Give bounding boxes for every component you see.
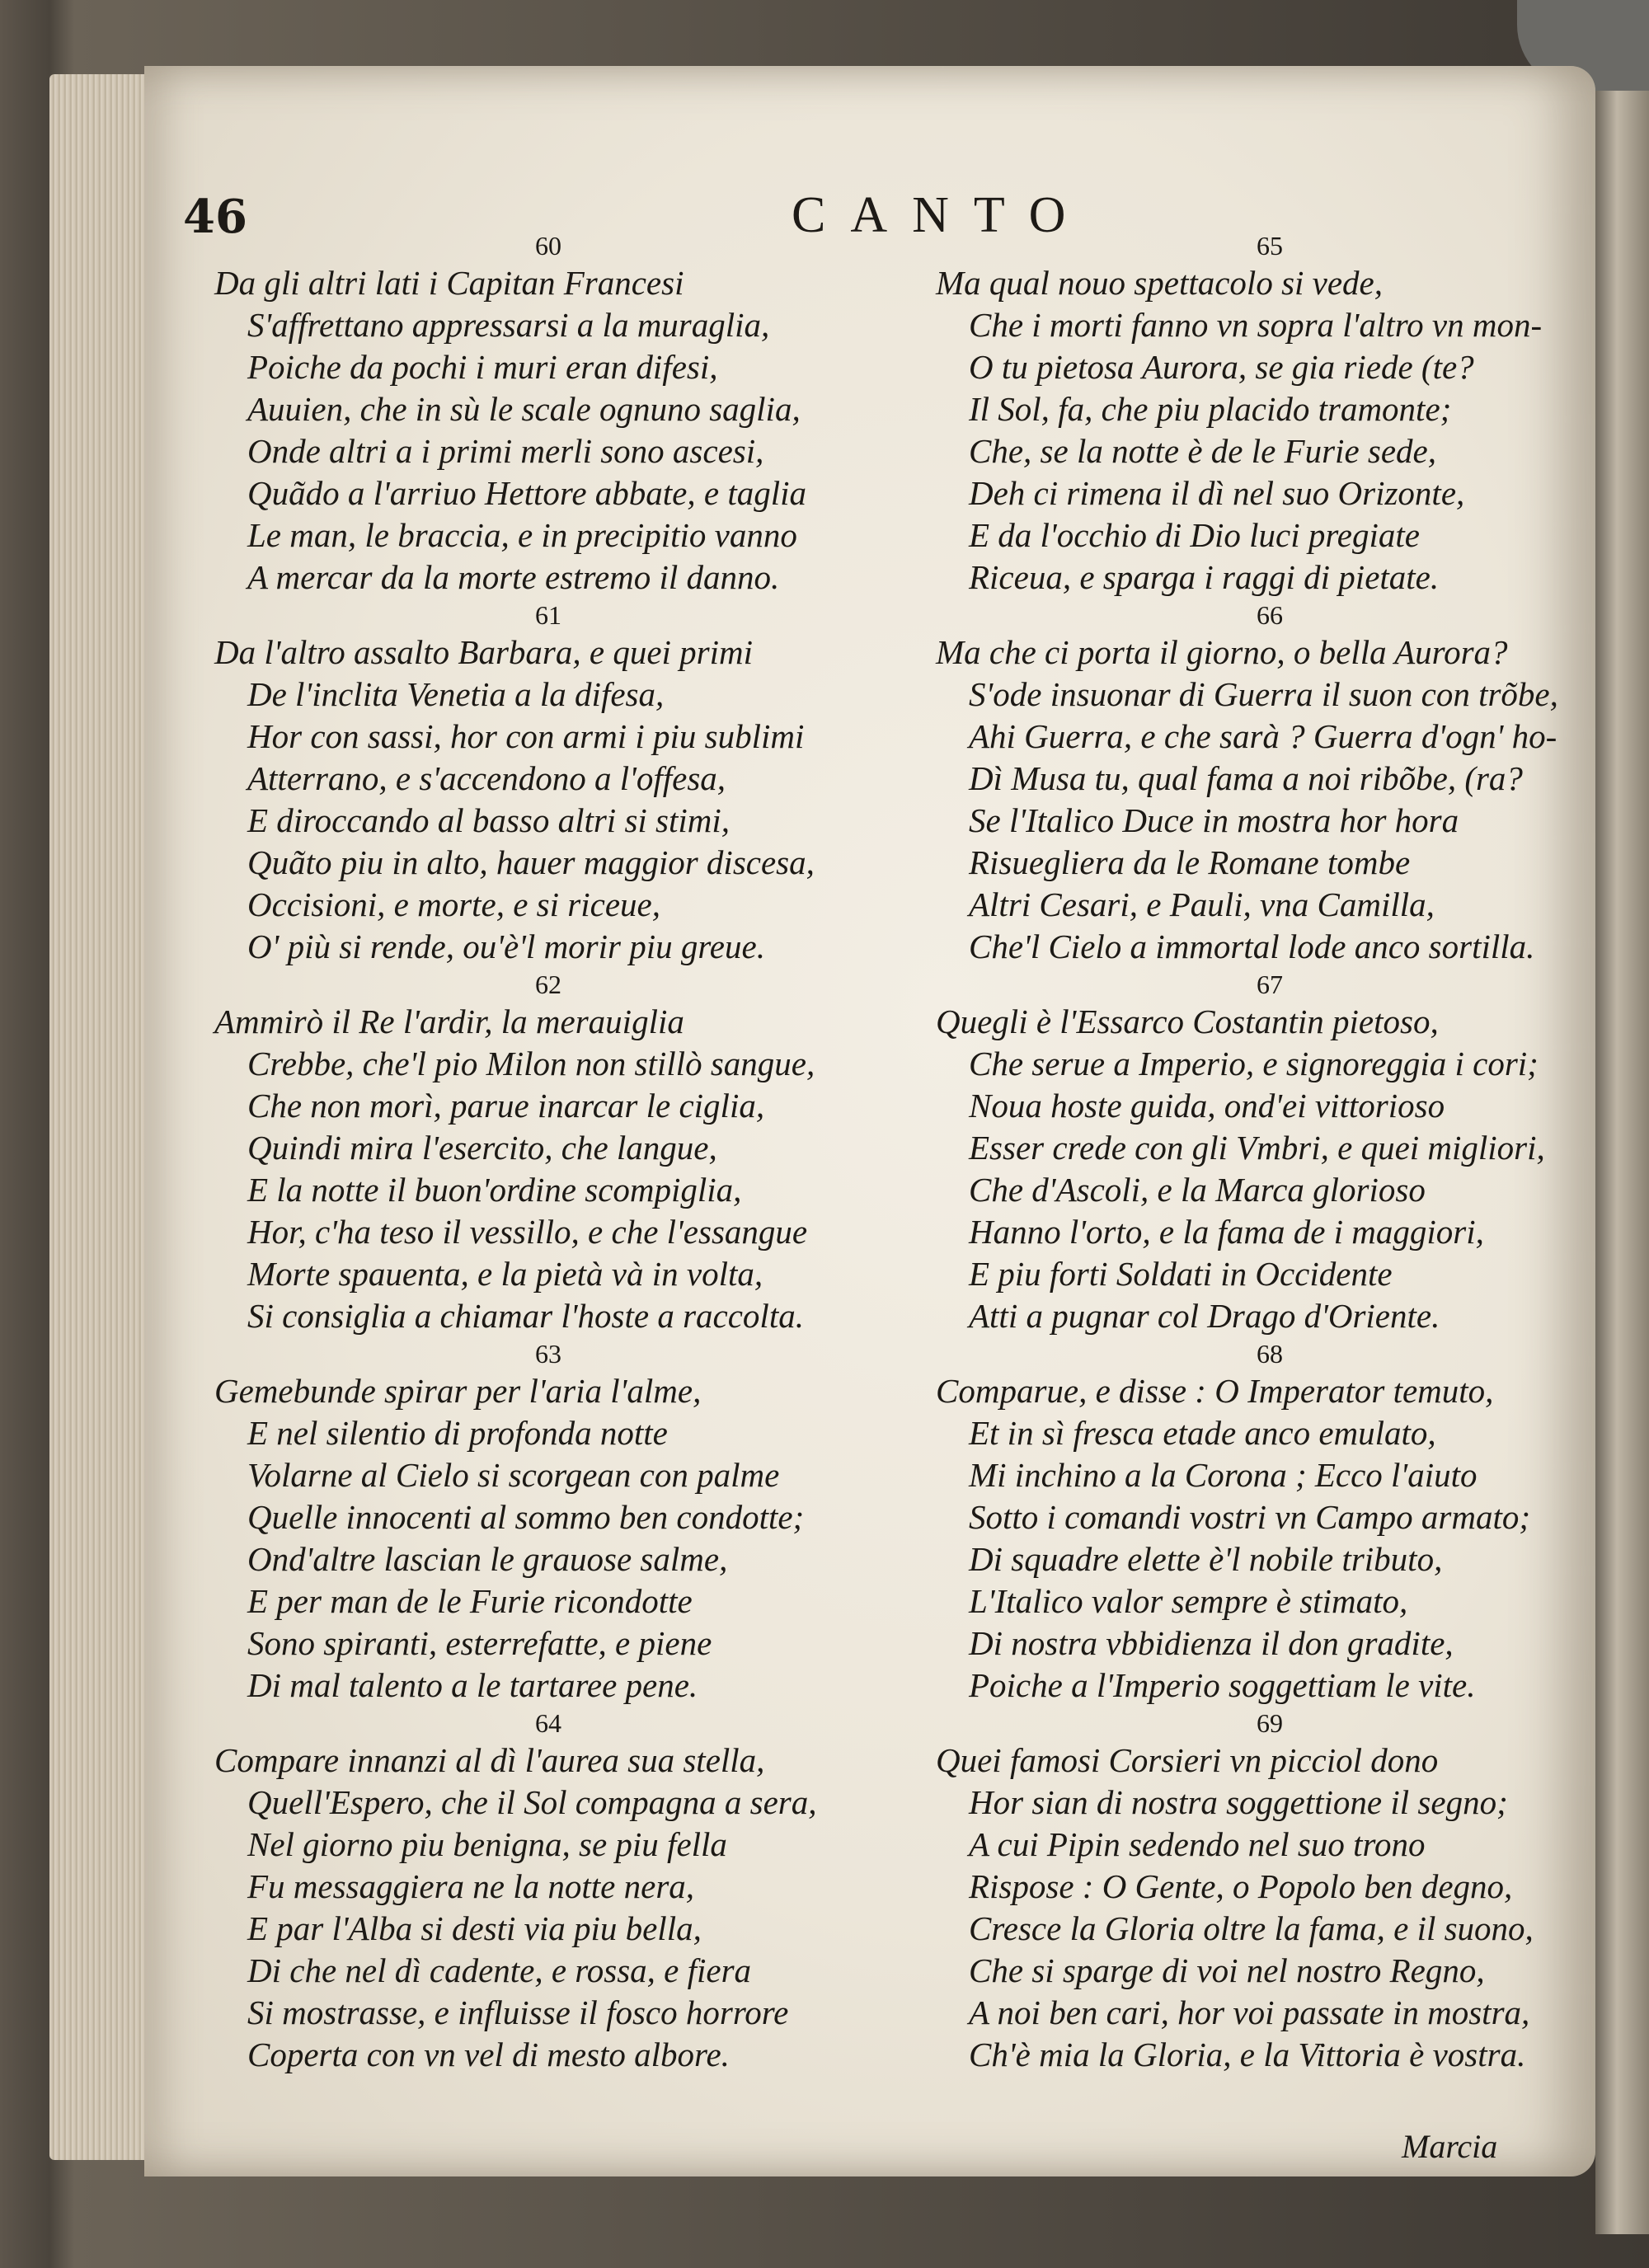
stanza-number: 68 — [1257, 1339, 1283, 1369]
verse-line: E par l'Alba si desti via piu bella, — [247, 1909, 702, 1947]
verse-line: O tu pietosa Aurora, se gia riede (te? — [969, 348, 1474, 386]
stanza — [936, 1707, 1637, 2076]
page-edges — [49, 74, 148, 2160]
right-column — [936, 229, 1637, 2076]
verse-line: Hor, c'ha teso il vessillo, e che l'essangue — [247, 1213, 808, 1251]
verse-line: Quindi mira l'esercito, che langue, — [247, 1129, 717, 1167]
verse-line: Altri Cesari, e Pauli, vna Camilla, — [969, 885, 1435, 923]
verse-line: E da l'occhio di Dio luci pregiate — [969, 516, 1420, 554]
verse-line: Sono spiranti, esterrefatte, e piene — [247, 1624, 712, 1662]
stanza-number: 69 — [1257, 1708, 1283, 1738]
stanza-number: 65 — [1257, 231, 1283, 261]
verse-line: Mi inchino a la Corona ; Ecco l'aiuto — [969, 1456, 1478, 1494]
verse-line: Coperta con vn vel di mesto albore. — [247, 2036, 730, 2073]
stanza — [214, 1337, 915, 1707]
verse-line: Di squadre elette è'l nobile tributo, — [969, 1540, 1443, 1578]
stanza — [936, 1337, 1637, 1707]
verse-line: Quei famosi Corsieri vn picciol dono — [936, 1741, 1439, 1779]
catchword: Marcia — [1402, 2128, 1498, 2165]
verse-line: Che d'Ascoli, e la Marca glorioso — [969, 1171, 1426, 1209]
verse-line: Riceua, e sparga i raggi di pietate. — [969, 558, 1440, 596]
verse-line: Quãto piu in alto, hauer maggior discesa, — [247, 843, 815, 881]
verse-line: A cui Pipin sedendo nel suo trono — [969, 1825, 1426, 1863]
verse-line: Rispose : O Gente, o Popolo ben degno, — [969, 1867, 1513, 1905]
stanza — [214, 229, 915, 599]
verse-line: Ond'altre lascian le grauose salme, — [247, 1540, 728, 1578]
verse-line: Fu messaggiera ne la notte nera, — [247, 1867, 695, 1905]
stanza-number: 67 — [1257, 970, 1283, 999]
verse-line: Ahi Guerra, e che sarà ? Guerra d'ogn' ho- — [969, 717, 1557, 755]
stanza — [936, 599, 1637, 968]
verse-line: S'ode insuonar di Guerra il suon con trõbe, — [969, 675, 1558, 713]
verse-line: Di mal talento a le tartaree pene. — [247, 1666, 698, 1704]
verse-line: Da gli altri lati i Capitan Francesi — [214, 264, 684, 302]
verse-line: E nel silentio di profonda notte — [247, 1414, 668, 1452]
verse-line: Poiche da pochi i muri eran difesi, — [247, 348, 718, 386]
verse-line: Auuien, che in sù le scale ognuno saglia, — [247, 390, 801, 428]
verse-line: Sotto i comandi vostri vn Campo armato; — [969, 1498, 1531, 1536]
verse-line: Che i morti fanno vn sopra l'altro vn mon- — [969, 306, 1543, 344]
verse-line: A noi ben cari, hor voi passate in mostra, — [969, 1993, 1530, 2031]
stanza-number: 63 — [535, 1339, 561, 1369]
verse-line: De l'inclita Venetia a la difesa, — [247, 675, 665, 713]
verse-line: Poiche a l'Imperio soggettiam le vite. — [969, 1666, 1476, 1704]
verse-line: Esser crede con gli Vmbri, e quei migliori, — [969, 1129, 1545, 1167]
verse-line: Nel giorno piu benigna, se piu fella — [247, 1825, 727, 1863]
verse-line: Hanno l'orto, e la fama de i maggiori, — [969, 1213, 1484, 1251]
verse-line: Di nostra vbbidienza il don gradite, — [969, 1624, 1454, 1662]
verse-line: Occisioni, e morte, e si riceue, — [247, 885, 660, 923]
stanza-number: 66 — [1257, 600, 1283, 630]
verse-line: E per man de le Furie ricondotte — [247, 1582, 693, 1620]
verse-line: Crebbe, che'l pio Milon non stillò sangue, — [247, 1045, 815, 1082]
verse-line: A mercar da la morte estremo il danno. — [247, 558, 780, 596]
verse-line: Onde altri a i primi merli sono ascesi, — [247, 432, 764, 470]
verse-line: Ch'è mia la Gloria, e la Vittoria è vostra. — [969, 2036, 1526, 2073]
verse-line: Che serue a Imperio, e signoreggia i cori; — [969, 1045, 1539, 1082]
verse-line: Volarne al Cielo si scorgean con palme — [247, 1456, 780, 1494]
verse-line: Dì Musa tu, qual fama a noi ribõbe, (ra? — [969, 759, 1523, 797]
verse-line: Hor con sassi, hor con armi i piu sublimi — [247, 717, 805, 755]
stanza-number: 64 — [535, 1708, 561, 1738]
verse-line: Morte spauenta, e la pietà và in volta, — [247, 1255, 763, 1293]
stanza-number: 60 — [535, 231, 561, 261]
verse-line: Cresce la Gloria oltre la fama, e il suono, — [969, 1909, 1534, 1947]
verse-line: Risuegliera da le Romane tombe — [969, 843, 1411, 881]
verse-line: Che'l Cielo a immortal lode anco sortilla. — [969, 927, 1535, 965]
verse-line: Si consiglia a chiamar l'hoste a raccolta. — [247, 1297, 804, 1335]
verse-line: E diroccando al basso altri si stimi, — [247, 801, 731, 839]
verse-line: O' più si rende, ou'è'l morir piu greue. — [247, 927, 765, 965]
verse-line: Ma qual nouo spettacolo si vede, — [936, 264, 1384, 302]
stanza-number: 61 — [535, 600, 561, 630]
verse-line: Se l'Italico Duce in mostra hor hora — [969, 801, 1459, 839]
verse-line: Deh ci rimena il dì nel suo Orizonte, — [969, 474, 1465, 512]
verse-line: Ma che ci porta il giorno, o bella Aurora? — [936, 633, 1508, 671]
verse-line: Il Sol, fa, che piu placido tramonte; — [969, 390, 1452, 428]
verse-line: Ammirò il Re l'ardir, la merauiglia — [214, 1003, 684, 1040]
verse-line: E piu forti Soldati in Occidente — [969, 1255, 1393, 1293]
verse-line: Quelle innocenti al sommo ben condotte; — [247, 1498, 805, 1536]
stanza — [214, 599, 915, 968]
stanza — [936, 229, 1637, 599]
verse-line: S'affrettano appressarsi a la muraglia, — [247, 306, 770, 344]
verse-line: Noua hoste guida, ond'ei vittorioso — [969, 1087, 1445, 1125]
verse-line: Che, se la notte è de le Furie sede, — [969, 432, 1436, 470]
verse-line: Le man, le braccia, e in precipitio vanno — [247, 516, 797, 554]
verse-line: Atterrano, e s'accendono a l'offesa, — [247, 759, 726, 797]
stanza — [214, 1707, 915, 2076]
stanza-number: 62 — [535, 970, 561, 999]
verse-line: Et in sì fresca etade anco emulato, — [969, 1414, 1436, 1452]
verse-line: Quegli è l'Essarco Costantin pietoso, — [936, 1003, 1439, 1040]
stanza — [936, 968, 1637, 1337]
verse-line: Di che nel dì cadente, e rossa, e fiera — [247, 1951, 752, 1989]
verse-line: Quãdo a l'arriuo Hettore abbate, e taglia — [247, 474, 807, 512]
verse-line: Quell'Espero, che il Sol compagna a sera, — [247, 1783, 817, 1821]
verse-line: Comparue, e disse : O Imperator temuto, — [936, 1372, 1494, 1410]
verse-line: Compare innanzi al dì l'aurea sua stella, — [214, 1741, 765, 1779]
verse-line: Si mostrasse, e influisse il fosco horrore — [247, 1993, 789, 2031]
left-column — [214, 229, 915, 2076]
verse-line: Gemebunde spirar per l'aria l'alme, — [214, 1372, 702, 1410]
page-number: 46 — [183, 190, 247, 244]
verse-line: E la notte il buon'ordine scompiglia, — [247, 1171, 742, 1209]
verse-line: Che si sparge di voi nel nostro Regno, — [969, 1951, 1485, 1989]
verse-line: Da l'altro assalto Barbara, e quei primi — [214, 633, 754, 671]
verse-line: Atti a pugnar col Drago d'Oriente. — [969, 1297, 1440, 1335]
verse-line: Che non morì, parue inarcar le ciglia, — [247, 1087, 765, 1125]
stanza — [214, 968, 915, 1337]
running-title: CANTO — [792, 187, 1091, 243]
verse-line: Hor sian di nostra soggettione il segno; — [969, 1783, 1508, 1821]
verse-line: L'Italico valor sempre è stimato, — [969, 1582, 1408, 1620]
